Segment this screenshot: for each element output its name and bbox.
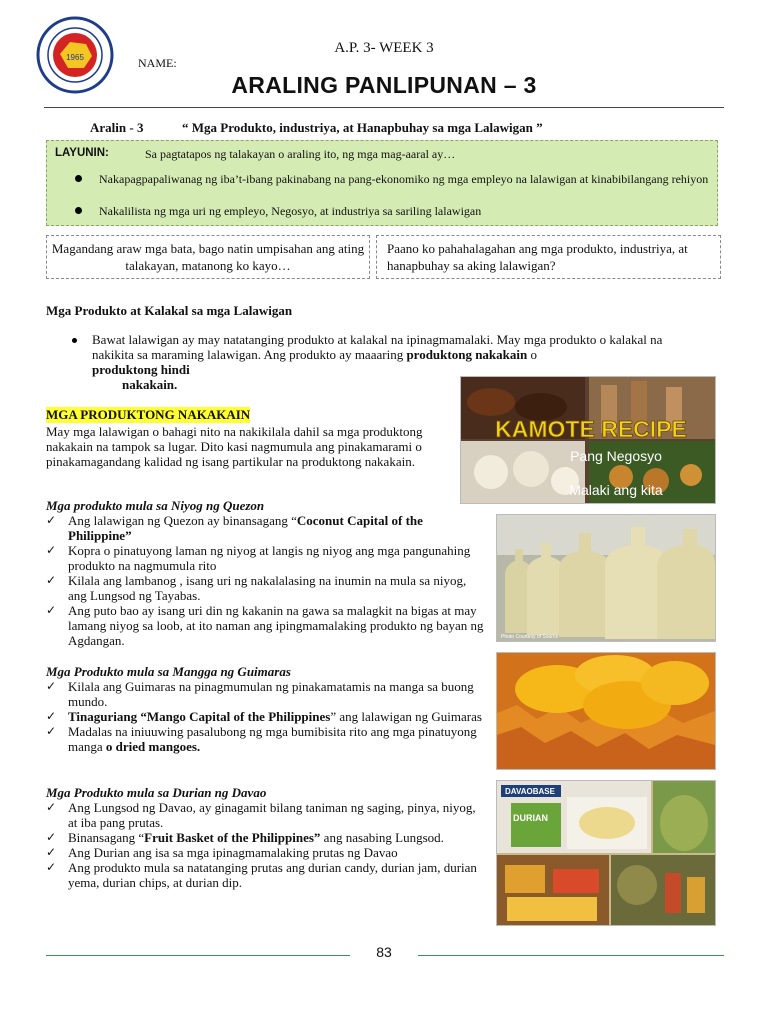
svg-text:Pang Negosyo: Pang Negosyo	[570, 448, 662, 464]
bullet-icon	[72, 338, 77, 343]
objectives-box	[46, 140, 718, 226]
svg-text:DURIAN: DURIAN	[513, 813, 548, 823]
quezon-heading: Mga produkto mula sa Niyog ng Quezon	[46, 498, 265, 513]
list-item: ✓ Tinaguriang “Mango Capital of the Philippines” ang lalawigan ng Guimaras	[46, 709, 486, 724]
greeting-box: Magandang araw mga bata, bago natin umpisahan ang ating talakayan, matanong ko kayo…	[46, 235, 370, 279]
aralin-title: “ Mga Produkto, industriya, at Hanapbuhay sa mga Lalawigan ”	[182, 120, 543, 135]
svg-text:Photo Courtesy of Source: Photo Courtesy of Source	[501, 634, 559, 640]
nakakain-paragraph: May mga lalawigan o bahagi nito na nakikilala dahil sa mga produktong nakakain na tampok sa lugar. Dito kasi nagmumula ang pinakamarami o pinakamagandang kalidad ng isang partikular na produktong nakakain.	[46, 424, 423, 469]
svg-text:DAVAOBASE: DAVAOBASE	[505, 787, 555, 796]
list-item: ✓ Binansagang “Fruit Basket of the Philippines” ang nasabing Lungsod.	[46, 830, 486, 845]
footer-divider-left	[46, 955, 350, 956]
list-item: ✓ Ang Durian ang isa sa mga ipinagmamalaking prutas ng Davao	[46, 845, 486, 860]
lambanog-bottles-image	[496, 514, 716, 642]
list-item: ✓ Kilala ang Guimaras na pinagmumulan ng pinakamatamis na manga sa buong mundo.	[46, 679, 486, 709]
svg-text:Malaki ang kita: Malaki ang kita	[569, 482, 663, 498]
question-box: Paano ko pahahalagahan ang mga produkto, industriya, at hanapbuhay sa aking lalawigan?	[376, 235, 721, 279]
list-item: ✓ Ang puto bao ay isang uri din ng kakanin na gawa sa malagkit na bigas at may lamang niyog sa loob, at ito naman ang ipingmamalaking produkto ng bayan ng Agdangan.	[46, 603, 486, 648]
aralin-label: Aralin - 3	[90, 120, 144, 135]
list-item: ✓ Madalas na iniuuwing pasalubong ng mga bumibisita rito ang mga pinatuyong manga o dried mangoes.	[46, 724, 486, 754]
kamote-recipe-image	[460, 376, 716, 504]
intro-paragraph: Bawat lalawigan ay may natatanging produkto at kalakal na ipinagmamalaki. May mga produkto o kalakal na nakikita sa maraming lalawigan. Ang produkto ay maaaring produktong nakakain o produktong hindi nakakain.	[92, 332, 663, 392]
svg-text:1965: 1965	[66, 53, 84, 62]
name-label: NAME:	[138, 56, 177, 70]
guimaras-heading: Mga Produkto mula sa Mangga ng Guimaras	[46, 664, 291, 679]
list-item: ✓ Ang lalawigan ng Quezon ay binansagang “Coconut Capital of the Philippine”	[46, 513, 486, 543]
list-item: ✓ Ang Lungsod ng Davao, ay ginagamit bilang taniman ng saging, pinya, niyog, at iba pang prutas.	[46, 800, 486, 830]
header-divider	[44, 107, 724, 108]
objectives-intro: Sa pagtatapos ng talakayan o araling ito, ng mga mag-aaral ay…	[145, 147, 456, 161]
page-number: 83	[376, 944, 392, 960]
davao-heading: Mga Produkto mula sa Durian ng Davao	[46, 785, 267, 800]
objective-item: Nakapagpapaliwanag ng iba’t-ibang pakinabang na pang-ekonomiko ng mga empleyo na lalawigan at kinabibilangang rehiyon	[99, 171, 711, 187]
nakakain-heading: MGA PRODUKTONG NAKAKAIN	[46, 407, 251, 422]
section-heading: Mga Produkto at Kalakal sa mga Lalawigan	[46, 303, 293, 318]
list-item: ✓ Ang produkto mula sa natatanging prutas ang durian candy, durian jam, durian yema, durian chips, at durian dip.	[46, 860, 486, 890]
mangoes-image	[496, 652, 716, 770]
objectives-label: LAYUNIN:	[55, 147, 109, 159]
durian-products-image	[496, 780, 716, 926]
week-label: A.P. 3- WEEK 3	[334, 40, 434, 56]
footer-divider-right	[418, 955, 724, 956]
guimaras-section	[46, 664, 486, 754]
quezon-section	[46, 498, 486, 648]
bullet-icon	[75, 207, 82, 214]
list-item: ✓ Kopra o pinatuyong laman ng niyog at langis ng niyog ang mga pangunahing produkto na nagmumula rito	[46, 543, 486, 573]
list-item: ✓ Kilala ang lambanog , isang uri ng nakalalasing na inumin na mula sa niyog, ang Lungsod ng Tayabas.	[46, 573, 486, 603]
page-title: ARALING PANLIPUNAN – 3	[231, 72, 537, 98]
davao-section	[46, 785, 486, 890]
objective-item: Nakalilista ng mga uri ng empleyo, Negosyo, at industriya sa sariling lalawigan	[99, 203, 711, 219]
bullet-icon	[75, 175, 82, 182]
svg-text:KAMOTE RECIPE: KAMOTE RECIPE	[495, 416, 687, 442]
